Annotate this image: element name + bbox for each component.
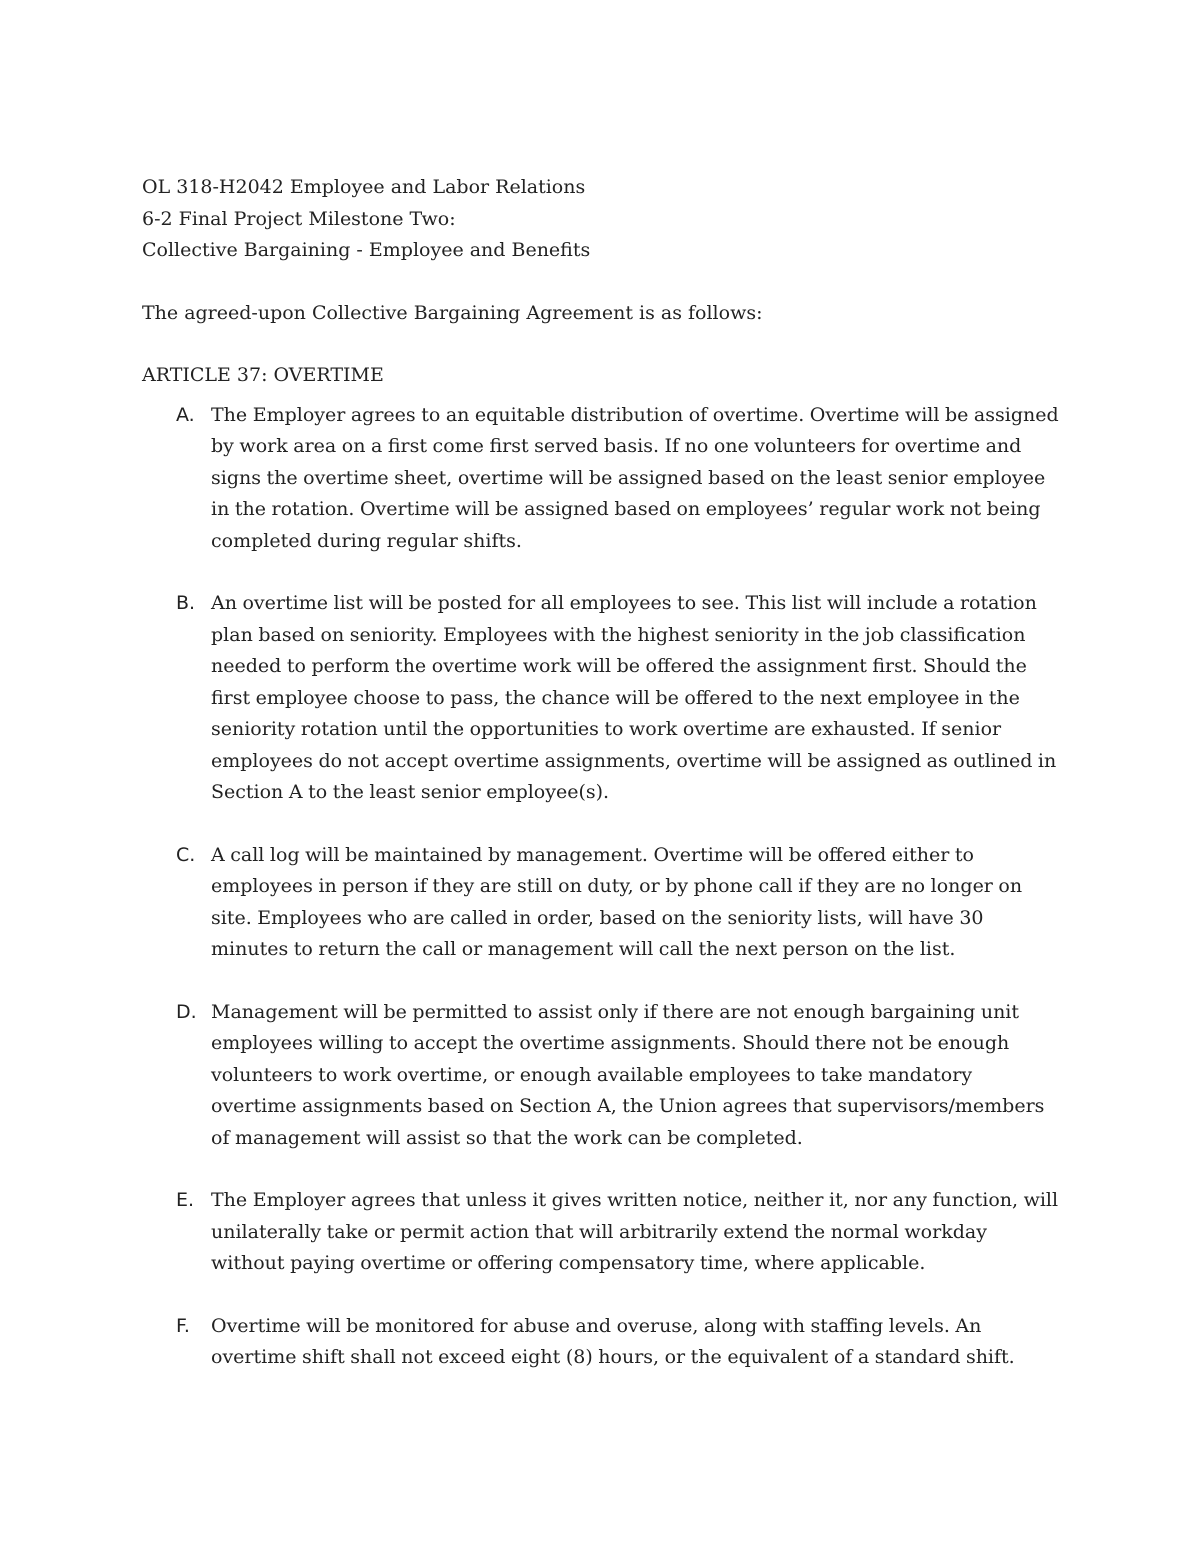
milestone-title: 6-2 Final Project Milestone Two: [142, 207, 456, 230]
list-item [142, 840, 1072, 966]
article-sections [142, 400, 1072, 1374]
article-heading: ARTICLE 37: OVERTIME [142, 364, 384, 386]
section-marker: E. [176, 1189, 195, 1211]
list-item [142, 1185, 1072, 1280]
spacer [142, 392, 1072, 400]
list-item [142, 1311, 1072, 1374]
section-text: A call log will be maintained by management. Overtime will be offered either to employees in person if they are still on duty, or by phone call if they are no longer on site. Employees who are called in order, based on the seniority lists, will have 30 minutes to return the call or management will call the next person on the list. [211, 843, 1023, 960]
section-text: The Employer agrees to an equitable distribution of overtime. Overtime will be assigned by work area on a first come first served basis. If no one volunteers for overtime and signs the overtime sheet, overtime will be assigned based on the least senior employee in the rotation. Overtime will be assigned based on employees’ regular work not being completed during regular shifts. [211, 403, 1059, 552]
section-marker: A. [176, 403, 195, 426]
section-marker: F. [176, 1314, 190, 1337]
section-text: Overtime will be monitored for abuse and overuse, along with staffing levels. An overtime shift shall not exceed eight (8) hours, or the equivalent of a standard shift. [211, 1314, 1015, 1368]
section-marker: C. [176, 843, 196, 866]
list-item [142, 588, 1072, 809]
list-item [142, 400, 1072, 558]
spacer [142, 267, 1072, 298]
section-text: The Employer agrees that unless it gives written notice, neither it, nor any function, will unilaterally take or permit action that will arbitrarily extend the normal workday without paying overtime or offering compensatory time, where applicable. [211, 1189, 1059, 1274]
document-body [142, 172, 1072, 1405]
section-marker: D. [176, 1000, 197, 1023]
section-text: Management will be permitted to assist only if there are not enough bargaining unit employees willing to accept the overtime assignments. Should there not be enough volunteers to work overtime, or enough available employees to take mandatory overtime assignments based on Section A, the Union agrees that supervisors/members of management will assist so that the work can be completed. [211, 1000, 1045, 1149]
spacer [142, 329, 1072, 360]
course-title: OL 318-H2042 Employee and Labor Relations [142, 176, 586, 198]
intro-paragraph: The agreed-upon Collective Bargaining Agreement is as follows: [142, 301, 763, 324]
document-subtitle: Collective Bargaining - Employee and Benefits [142, 239, 591, 261]
list-item [142, 997, 1072, 1155]
section-marker: B. [176, 592, 196, 614]
section-text: An overtime list will be posted for all employees to see. This list will include a rotation plan based on seniority. Employees with the highest seniority in the job classification needed to perform the overtime work will be offered the assignment first. Should the first employee choose to pass, the chance will be offered to the next employee in the seniority rotation until the opportunities to work overtime are exhausted. If senior employees do not accept overtime assignments, overtime will be assigned as outlined in Section A to the least senior employee(s). [211, 592, 1057, 803]
